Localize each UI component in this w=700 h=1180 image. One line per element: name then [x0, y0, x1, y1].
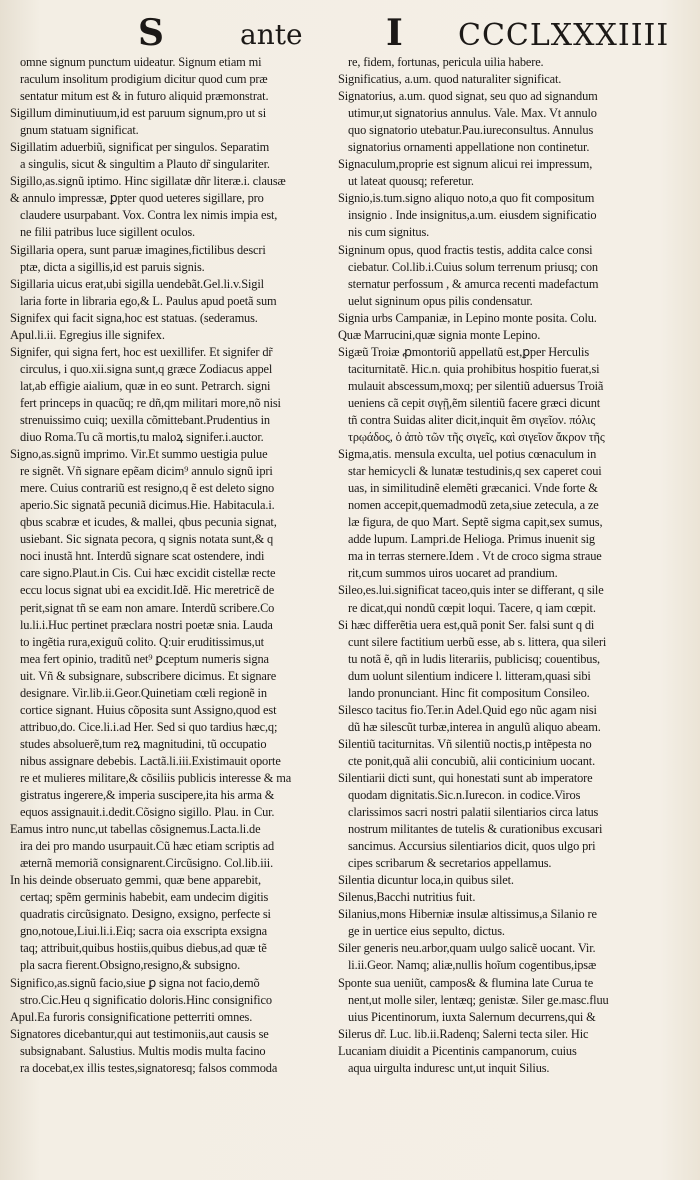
text-line: aqua uirgulta induresc unt,ut inquit Silius. — [348, 1060, 550, 1075]
text-line: Silentiũ taciturnitas. Vñ silentiũ noctis,p intẽpesta no — [338, 736, 592, 751]
text-line: li.ii.Geor. Namq; aliæ,nullis hoĩum cogentibus,ipsæ — [348, 958, 597, 973]
text-line: Si hæc differẽtia uera est,quã ponit Ser. falsi sunt q di — [338, 617, 595, 632]
text-line: ge in uertice eius sepulto, dictus. — [348, 924, 505, 939]
text-line: tñ contra Suidas aliter dicit,inquit ẽm σιγεῖον. πόλις — [348, 412, 596, 427]
text-line: subsignabant. Salustius. Multis modis multa facino — [20, 1043, 266, 1058]
text-line: nent,ut molle siler, lentæq; genistæ. Siler ge.masc.fluu — [348, 992, 609, 1007]
text-line: ut lateat quousq; referetur. — [348, 174, 474, 189]
text-line: Sileo,es.lui.significat taceo,quis inter se differant, q sile — [338, 583, 604, 598]
text-line: Sigillaria opera, sunt paruæ imagines,fictilibus descri — [10, 242, 266, 257]
text-line: Sponte sua ueniũt, campos& & flumina late Curua te — [338, 975, 594, 990]
text-line: signatorius ornamenti appellatione non continetur. — [348, 140, 590, 155]
text-line: uelut signinum opus pilis condensatur. — [348, 293, 533, 308]
header-letter-right: I — [386, 12, 403, 54]
text-line: utimur,ut signatorius annulus. Vale. Max. Vt annulo — [348, 106, 597, 121]
text-line: cortice signant. Huius cõposita sunt Assigno,quod est — [20, 702, 277, 717]
text-line: Significo,as.signũ facio,siue ꝑ signa not facio,demõ — [10, 975, 260, 990]
text-line: Sigma,atis. mensula exculta, uel potius cœnaculum in — [338, 447, 597, 462]
text-line: uit. Vñ & subsignare, subscribere dicimus. Et signare — [20, 668, 277, 683]
text-line: Sigillaria uicus erat,ubi sigilla uendebãt.Gel.li.v.Sigil — [10, 276, 264, 291]
text-line: ra docebat,ex illis testes,signatoresq; falsos commoda — [20, 1060, 278, 1075]
text-line: ciebatur. Col.lib.i.Cuius solum terrenum priusq; con — [348, 259, 598, 274]
text-line: lu.li.i.Huc pertinet præclara nostri poetæ snia. Lauda — [20, 617, 273, 632]
text-line: gistratus ingerere,& imperia suscipere,ita his arma & — [20, 788, 275, 803]
text-line: Signifex qui facit signa,hoc est statuas. (sederamus. — [10, 310, 258, 325]
text-line: Sigæũ Troiæ ꝓmontoriũ appellatũ est,ꝑper Herculis — [338, 344, 590, 359]
text-line: perit,signat tñ se eam non amare. Interdũ scribere.Co — [20, 600, 275, 615]
text-line: Quæ Marrucini,quæ signia monte Lepino. — [338, 327, 541, 342]
text-line: cunt silere factitium uerbũ esse, ab s. littera, qua sileri — [348, 634, 607, 649]
text-line: Silanius,mons Hiberniæ insulæ altissimus,a Silanio re — [338, 907, 597, 922]
text-line: Siler generis neu.arbor,quam uulgo salicẽ uocant. Vir. — [338, 941, 596, 956]
text-line: Signifer, qui signa fert, hoc est uexillifer. Et signifer dr̃ — [10, 344, 273, 359]
text-line: diuo Roma.Tu cã mortis,tu maloꝝ signifer.i.auctor. — [20, 430, 264, 445]
text-line: cte ponit,quã alii concubiũ, alii conticinium uocant. — [348, 753, 596, 768]
text-line: nostrum militantes de tutelis & curationibus excusari — [348, 822, 603, 837]
text-line: Signinum opus, quod fractis testis, addita calce consi — [338, 242, 593, 257]
text-line: quadratis circũsignato. Designo, exsigno, perfecte si — [20, 907, 271, 922]
text-line: sternatur perfossum , & amurca recenti madefactum — [348, 276, 599, 291]
text-line: re et mulieres militare,& cõsiliis publicis interesse & ma — [20, 770, 292, 785]
text-line: insignio . Inde insignitus,a.um. eiusdem significatio — [348, 208, 597, 223]
text-line: lat,ab effigie aialium, quæ in eo sunt. Petrarch. signi — [20, 378, 271, 393]
text-line: equos assignauit.i.dedit.Cõsigno sigillo. Plau. in Cur. — [20, 805, 275, 820]
text-line: uius Picentinorum, iuxta Salernum decurrens,qui & — [348, 1009, 596, 1024]
text-line: In his deinde obseruato gemmi, quæ bene apparebit, — [10, 873, 261, 888]
text-line: nis cum signitus. — [348, 225, 430, 240]
text-line: Signio,is.tum.signo aliquo noto,a quo fit compositum — [338, 191, 595, 206]
text-line: designare. Vir.lib.ii.Geor.Quinetiam cœli regionẽ in — [20, 685, 267, 700]
text-line: ne filii patribus luce sigillent oculos. — [20, 225, 196, 240]
text-line: qbus scabræ et icudes, & mallei, qbus pecunia signat, — [20, 515, 277, 530]
text-line: studes absoluerẽ,tum reꝝ magnitudini, tũ occupatio — [20, 736, 267, 751]
text-line: attribuo,do. Cice.li.i.ad Her. Sed si quo tardius hæc,q; — [20, 719, 278, 734]
text-line: Signatorius, a.um. quod signat, seu quo ad signandum — [338, 89, 598, 104]
text-line: lando pronunciant. Hinc fit compositum Consileo. — [348, 685, 590, 700]
header-word: ante — [240, 18, 303, 51]
text-line: gno,notoue,Liui.li.i.Eiq; sacra oia exscripta exsigna — [20, 924, 268, 939]
text-line: aperio.Sic signatã pecuniã dicimus.Hie. Habitacula.i. — [20, 498, 275, 513]
text-line: clarissimos sacri nostri palatii silentiarios circa latus — [348, 805, 599, 820]
text-line: Silentia dicuntur loca,in quibus silet. — [338, 873, 514, 888]
text-line: mere. Cuius contrariũ est resigno,q ẽ est deleto signo — [20, 481, 275, 496]
text-line: to ingẽtia rura,exiguũ colito. Q:uir eruditissimus,ut — [20, 634, 264, 649]
text-line: noci inustã hnt. Interdũ signare scat ostendere, indi — [20, 549, 265, 564]
text-line: stro.Cic.Heu q significatio doloris.Hinc consignifico — [20, 992, 272, 1007]
text-line: star hemicycli & lunatæ testudinis,q sex caperet coui — [348, 464, 602, 479]
text-line: Silerus dr̃. Luc. lib.ii.Radenq; Salerni tecta siler. Hic — [338, 1026, 589, 1041]
text-line: læ figura, de quo Mart. Septẽ sigma capit,sex sumus, — [348, 515, 603, 530]
text-line: ma in terras sternere.Idem . Vt de croco sigma straue — [348, 549, 602, 564]
text-line: Apul.li.ii. Egregius ille signifex. — [10, 327, 165, 342]
text-line: dũ hæ silescũt turbæ,interea in angulũ aliquo abeam. — [348, 719, 601, 734]
text-line: tu notã ẽ, qñ in ludis literariis, publicisq; couentibus, — [348, 651, 600, 666]
text-line: raculum insolitum prodigium dicitur quod cum præ — [20, 72, 268, 87]
text-line: Signia urbs Campaniæ, in Lepino monte posita. Colu. — [338, 310, 597, 325]
text-line: pla sacra fierent.Obsigno,resigno,& subsigno. — [20, 958, 241, 973]
text-line: taq; attribuit,quibus hostiis,quibus diebus,ad quæ tẽ — [20, 941, 267, 956]
text-line: quo signatorio utebatur.Pau.iureconsultus. Annulus — [348, 123, 594, 138]
text-line: Sigillatim aduerbiũ, significat per singulos. Separatim — [10, 140, 270, 155]
text-line: τρῳάδος, ὁ ἀπὸ τῶν τῆς σιγεῖς, καὶ σιγεῖον ἄκρον τῆς — [348, 430, 605, 445]
text-line: rit,cum summos uiros uocaret ad prandium. — [348, 566, 558, 581]
folio-number: CCCLXXXIIII — [458, 18, 670, 53]
text-line: eccu locus signat ubi ea excidit.Idẽ. Hic meretricẽ de — [20, 583, 275, 598]
text-line: laria forte in libraria ego,& L. Paulus apud poetã sum — [20, 293, 277, 308]
text-line: Silesco tacitus fio.Ter.in Adel.Quid ego nũc agam nisi — [338, 702, 597, 717]
text-line: Silentiarii dicti sunt, qui honestati sunt ab imperatore — [338, 770, 593, 785]
text-line: Silenus,Bacchi nutritius fuit. — [338, 890, 476, 905]
text-line: care signo.Plaut.in Cis. Cui hæc excidit cistellæ recte — [20, 566, 276, 581]
text-line: Sigillum diminutiuum,id est paruum signum,pro ut si — [10, 106, 267, 121]
left-column — [10, 54, 322, 1077]
text-line: dum uolunt silentium indicere l. litteram,quasi sibi — [348, 668, 591, 683]
text-line: uas, in similitudinẽ elemẽti græcanici. Vnde forte & — [348, 481, 598, 496]
text-line: Sigillo,as.signũ iptimo. Hinc sigillatæ dñr literæ.i. clausæ — [10, 174, 286, 189]
text-line: fert princeps in quacũq; re dñ,qm militari more,nõ nisi — [20, 395, 281, 410]
text-line: re dicat,qui nondũ cœpit loqui. Tacere, q iam cœpit. — [348, 600, 596, 615]
text-line: nibus assignare debebis. Lactã.li.iii.Existimauit oporte — [20, 753, 281, 768]
text-line: nomen accepit,quemadmodũ zeta,siue zetecula, a ze — [348, 498, 599, 513]
text-line: ptæ, dicta a sigillis,id est paruis signis. — [20, 259, 205, 274]
text-line: Apul.Ea furoris consignificatione petterriti omnes. — [10, 1009, 253, 1024]
text-line: usiebant. Sic signata pecora, q signis notata sunt,& q — [20, 532, 274, 547]
text-line: & annulo impressæ, ꝑpter quod ueteres sigillare, pro — [10, 191, 264, 206]
text-line: adde lupum. Lampri.de Helioga. Primus inuenit sig — [348, 532, 595, 547]
running-header — [0, 10, 700, 54]
text-line: ueniens cã cepit σιγῇ,ẽm silentiũ facere græci dicunt — [348, 395, 601, 410]
text-line: mulauit abscessum,moxq; per silentiũ aduersus Troiã — [348, 378, 604, 393]
text-line: quodam dignitatis.Sic.n.Iurecon. in codice.Viros — [348, 788, 581, 803]
text-line: Lucaniam diuidit a Picentinis campanorum, cuius — [338, 1043, 577, 1058]
header-letter-left: S — [138, 12, 164, 54]
text-line: certaq; spẽm germinis habebit, eam undecim digitis — [20, 890, 269, 905]
text-line: Signo,as.signũ imprimo. Vir.Et summo uestigia pulue — [10, 447, 268, 462]
text-line: taciturnitatẽ. Hic.n. quia prohibitus hospitio fuerat,si — [348, 361, 600, 376]
text-line: claudere usurpabant. Vox. Contra lex nimis impia est, — [20, 208, 278, 223]
text-line: sentatur mitum est & in futuro aliquid præmonstrat. — [20, 89, 269, 104]
text-line: mea fert opinio, traditũ net⁹ ꝑceptum numeris signa — [20, 651, 269, 666]
text-line: Significatius, a.um. quod naturaliter significat. — [338, 72, 562, 87]
text-line: gnum statuam significat. — [20, 123, 139, 138]
right-column — [338, 54, 658, 1077]
text-line: re signẽt. Vñ signare epẽam dicim⁹ annulo signũ ipri — [20, 464, 273, 479]
text-line: æternã memoriã consignarent.Circũsigno. Col.lib.iii. — [20, 856, 274, 871]
text-line: sancimus. Accursius silentiarios dicit, quos ulgo pri — [348, 839, 596, 854]
text-line: Signaculum,proprie est signum alicui rei impressum, — [338, 157, 593, 172]
text-line: Signatores dicebantur,qui aut testimoniis,aut causis se — [10, 1026, 269, 1041]
text-line: a singulis, sicut & singultim a Plauto dr̃ singulariter. — [20, 157, 270, 172]
text-line: omne signum punctum uideatur. Signum etiam mi — [20, 55, 262, 69]
text-line: ira dei pro mando usurpauit.Cũ hæc etiam scriptis ad — [20, 839, 275, 854]
text-line: Eamus intro nunc,ut tabellas cõsignemus.Lacta.li.de — [10, 822, 261, 837]
text-line: cipes scribarum & secretarios appellamus. — [348, 856, 552, 871]
text-line: circulus, i quo.xii.signa sunt,q græce Zodiacus appel — [20, 361, 273, 376]
text-line: re, fidem, fortunas, pericula uilia habere. — [348, 55, 544, 69]
text-line: strenuissimo cuiq; uexilla cõmittebant.Prudentius in — [20, 412, 270, 427]
